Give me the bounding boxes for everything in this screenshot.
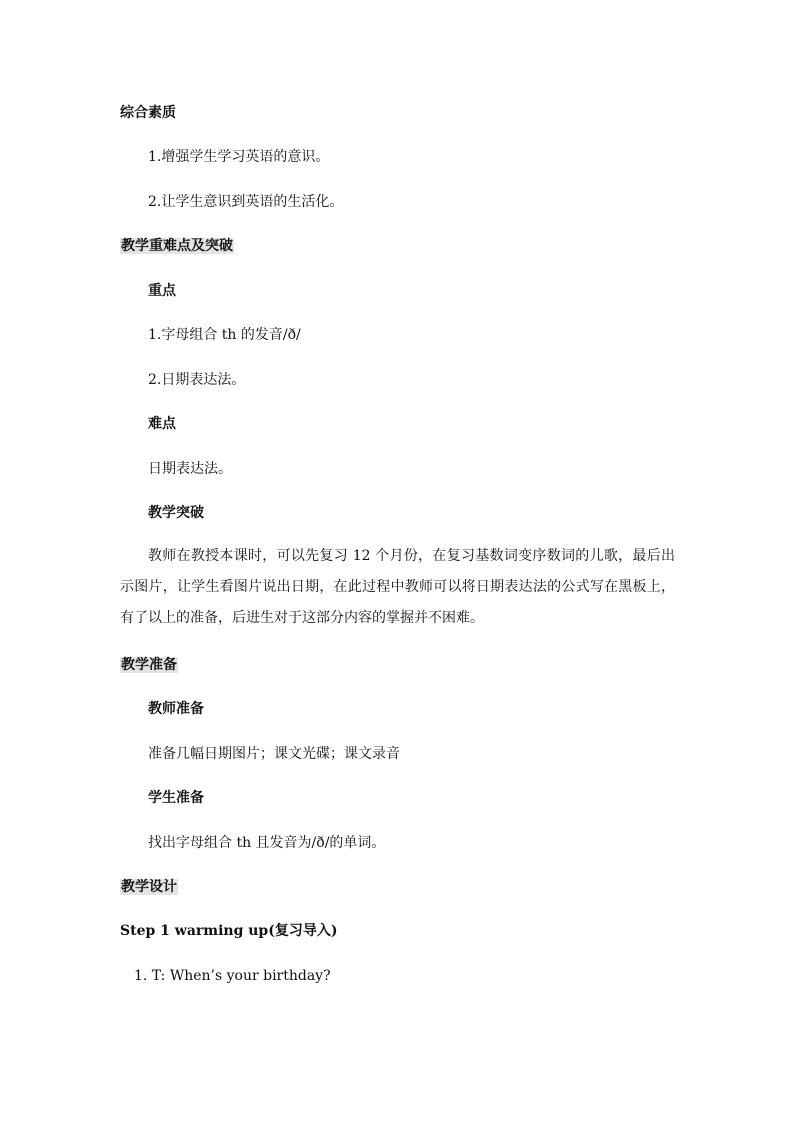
list-item: 1. T: When’s your birthday? [134, 968, 331, 984]
list-item: 2.日期表达法。 [148, 372, 246, 388]
paragraph: 准备几幅日期图片；课文光碟；课文录音 [148, 746, 400, 762]
section-heading-zhunbei: 教学准备 [121, 657, 177, 673]
paragraph-tupo: 教师在教授本课时，可以先复习 12 个月份，在复习基数词变序数词的儿歌，最后出示图片，让学生看图片说出日期，在此过程中教师可以将日期表达法的公式写在黑板上，有了以上的准备，后进生对于这部分内容的掌握并不困难。 [120, 548, 675, 626]
list-item: 1.字母组合 th 的发音/ð/ [148, 327, 301, 343]
paragraph: 找出字母组合 th 且发音为/ð/的单词。 [148, 835, 386, 851]
section-heading-zonghe: 综合素质 [120, 105, 176, 121]
list-item: 1.增强学生学习英语的意识。 [148, 149, 330, 165]
section-heading-sheji: 教学设计 [121, 879, 177, 895]
subheading-student: 学生准备 [148, 790, 204, 806]
subheading-zhongdian: 重点 [148, 283, 176, 299]
step-heading: Step 1 warming up(复习导入) [120, 923, 338, 939]
list-item: 2.让学生意识到英语的生活化。 [148, 194, 344, 210]
section-heading-nandian: 教学重难点及突破 [121, 238, 233, 254]
paragraph: 日期表达法。 [148, 461, 232, 477]
subheading-nandian: 难点 [148, 416, 176, 432]
subheading-tupo: 教学突破 [148, 505, 204, 521]
subheading-teacher: 教师准备 [148, 701, 204, 717]
